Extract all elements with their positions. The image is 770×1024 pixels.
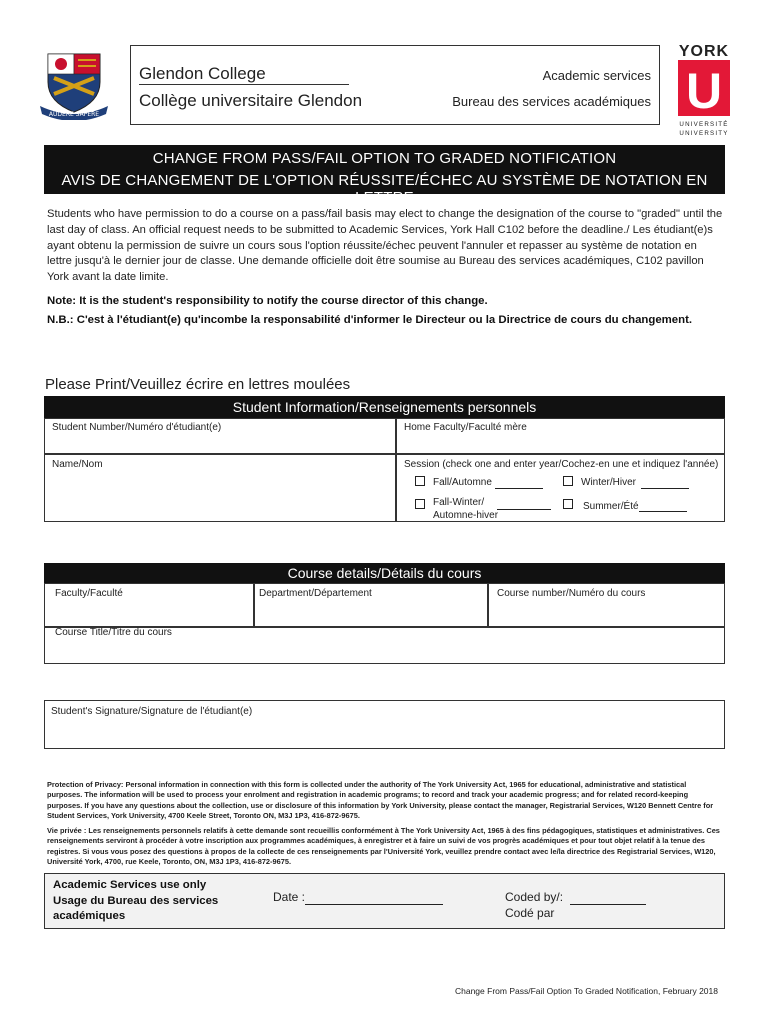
svg-text:YORK: YORK: [678, 43, 730, 60]
service-name-en: Academic services: [542, 68, 651, 83]
course-title-field[interactable]: [44, 627, 725, 664]
course-faculty-label: Faculty/Faculté: [55, 588, 123, 599]
student-number-label: Student Number/Numéro d'étudiant(e): [52, 422, 222, 433]
summer-option-label: Summer/Été: [583, 501, 639, 512]
coded-by-line[interactable]: [570, 904, 646, 905]
course-faculty-field[interactable]: [44, 583, 254, 627]
summer-year-line[interactable]: [639, 511, 687, 512]
fall-checkbox[interactable]: [415, 476, 425, 486]
name-label: Name/Nom: [52, 459, 103, 470]
home-faculty-label: Home Faculty/Faculté mère: [404, 422, 527, 433]
student-info-heading: Student Information/Renseignements personnels: [44, 396, 725, 418]
fall-winter-option-label: Fall-Winter/: [433, 497, 485, 508]
svg-text:U: U: [685, 63, 723, 119]
title-en: CHANGE FROM PASS/FAIL OPTION TO GRADED NOTIFICATION: [152, 150, 617, 167]
note-en: Note: It is the student's responsibility to notify the course director of this change.: [47, 295, 488, 307]
print-instruction: Please Print/Veuillez écrire en lettres moulées: [45, 376, 351, 393]
course-details-heading: Course details/Détails du cours: [44, 563, 725, 583]
fall-winter-year-line[interactable]: [497, 509, 551, 510]
fall-winter-checkbox[interactable]: [415, 499, 425, 509]
header-box: [130, 45, 660, 125]
title-banner: [44, 145, 725, 206]
coded-by-label-fr: Codé par: [505, 906, 555, 920]
student-number-field[interactable]: [44, 418, 396, 454]
glendon-crest-logo: [38, 48, 110, 120]
svg-text:UNIVERSITÉ: UNIVERSITÉ: [679, 121, 729, 128]
service-name-fr: Bureau des services académiques: [452, 94, 651, 109]
date-label: Date :: [273, 890, 306, 904]
office-use-label: Academic Services use only Usage du Bureau des services académiques: [53, 879, 219, 922]
department-label: Department/Département: [259, 588, 372, 599]
winter-year-line[interactable]: [641, 488, 689, 489]
session-field: [396, 454, 725, 522]
footer-text: Change From Pass/Fail Option To Graded Notification, February 2018: [454, 986, 718, 996]
note-fr: N.B.: C'est à l'étudiant(e) qu'incombe la responsabilité d'informer le Directeur ou la Directrice de cours du changement.: [47, 314, 693, 326]
home-faculty-field[interactable]: [396, 418, 725, 454]
summer-checkbox[interactable]: [563, 499, 573, 509]
signature-field[interactable]: [44, 700, 725, 749]
fall-year-line[interactable]: [495, 488, 543, 489]
course-title-label: Course Title/Titre du cours: [55, 627, 172, 638]
office-use-box: [44, 873, 725, 929]
intro-paragraph: Students who have permission to do a course on a pass/fail basis may elect to change the designation of the course to "graded" until the last day of class. An official request needs to be submitted to Academic Services, York Hall C102 before the deadline./ Les étudiant(e)s ayant obtenu la permission de suivre un cours sous l'option réussite/échec peuvent l'annuler et repasser au système de notation en lettre jusqu'à le dernier jour de classe. Une demande officielle doit être soumise au Bureau des services académiques, C102 pavillon York avant la date limite.: [47, 208, 723, 284]
fall-option-label: Fall/Automne: [433, 477, 492, 488]
privacy-notice-fr: Vie privée : Les renseignements personnels relatifs à cette demande sont recueillis conformément à The York University Act, 1965 à des fins pédagogiques, statistiques et administratives. Ces renseignements serviront à procéder à votre inscription aux programmes académiques, à enregistrer et à faire un suivi de vos progrès académiques et pour tout objet relatif à la tenue des registres. Si vous vous posez des questions à propos de la collecte de ces renseignements par l'Université York, veuillez prendre contact avec le/la directrice des Registrarial Services, W120, Université York, 4700, rue Keele, Toronto, ON, M3J 1P3, 416-872-9675.: [47, 826, 720, 867]
college-name-en: Glendon College: [139, 64, 349, 85]
course-number-label: Course number/Numéro du cours: [497, 588, 646, 599]
winter-option-label: Winter/Hiver: [581, 477, 637, 488]
signature-label: Student's Signature/Signature de l'étudiant(e): [51, 706, 253, 717]
york-university-logo: [676, 42, 732, 138]
svg-text:AUDERE SAPERE: AUDERE SAPERE: [48, 111, 100, 118]
college-name-fr: Collège universitaire Glendon: [139, 91, 363, 110]
title-fr: AVIS DE CHANGEMENT DE L'OPTION RÉUSSITE/ÉCHEC AU SYSTÈME DE NOTATION EN LETTRE: [61, 172, 708, 206]
date-line[interactable]: [305, 904, 443, 905]
department-field[interactable]: [254, 583, 488, 627]
coded-by-label-en: Coded by/:: [505, 890, 564, 904]
course-number-field[interactable]: [488, 583, 725, 627]
privacy-notice-en: Protection of Privacy: Personal information in connection with this form is collected under the authority of The York University Act, 1965 for educational, administrative and statistical purposes. The information will be used to process your enrolment and registration in academic programs; to record and track your academic progress; and for related record-keeping purposes. If you have any questions about the collection, use or disclosure of this information by York University, please contact the manager, Registrarial Services, W120 Bennett Centre for Student Services, York University, 4700 Keele Street, Toronto ON, M3J 1P3, 416-872-9675.: [47, 780, 714, 821]
fall-winter-option-label-fr: Automne-hiver: [433, 510, 499, 521]
name-field[interactable]: [44, 454, 396, 522]
session-label: Session (check one and enter year/Cochez-en une et indiquez l'année): [404, 459, 719, 470]
winter-checkbox[interactable]: [563, 476, 573, 486]
svg-text:UNIVERSITY: UNIVERSITY: [679, 130, 729, 137]
